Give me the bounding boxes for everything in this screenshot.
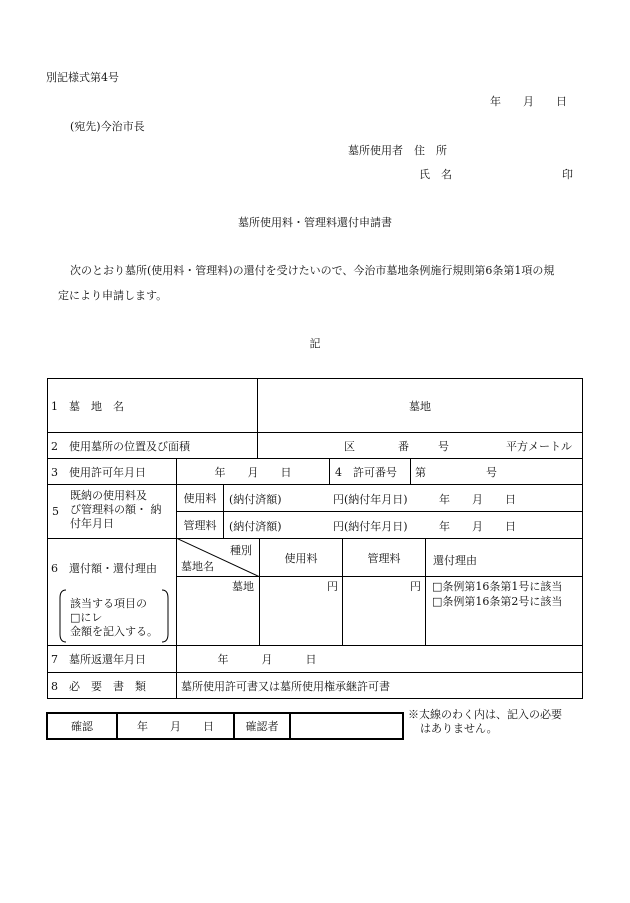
row7-label: 7 墓所返還年月日 xyxy=(51,653,146,666)
row3-label: 3 使用許可年月日 xyxy=(51,465,146,479)
row5b-date: 年 月 日 xyxy=(439,520,516,533)
row8-value: 墓所使用許可書又は墓所使用権承継許可書 xyxy=(181,679,390,693)
body-line-1: 次のとおり墓所(使用料・管理料)の還付を受けたいので、今治市墓地条例施行規則第6条第1項の規 xyxy=(70,264,555,277)
row6-note: 該当する項目の □にレ 金額を記入する。 xyxy=(70,597,158,638)
row1-value: 墓地 xyxy=(409,399,431,413)
row3-date: 年 月 日 xyxy=(214,465,292,479)
document-title: 墓所使用料・管理料還付申請書 xyxy=(238,216,392,229)
form-number: 別記様式第4号 xyxy=(46,71,119,84)
body-line-2: 定により申請します。 xyxy=(58,289,168,302)
row5a-kind: 使用料 xyxy=(183,492,217,505)
diag-top-label: 種別 xyxy=(230,544,252,557)
reason-option-2[interactable]: □条例第16条第2号に該当 xyxy=(432,595,563,608)
row5b-paid: (納付済額) xyxy=(229,520,282,533)
addressee: (宛先)今治市長 xyxy=(70,120,145,133)
row5a-date: 年 月 日 xyxy=(439,493,516,506)
row2-go: 号 xyxy=(438,440,449,453)
checker-label: 確認者 xyxy=(245,720,279,733)
row2-ban: 番 xyxy=(398,440,409,453)
row2-label: 2 使用墓所の位置及び面積 xyxy=(51,439,190,453)
seal-mark: 印 xyxy=(562,168,573,181)
row2-ku: 区 xyxy=(344,440,355,453)
row5a-paid: (納付済額) xyxy=(229,493,282,506)
row5b-kind: 管理料 xyxy=(183,519,217,532)
row6-yen-usage: 円 xyxy=(327,580,338,593)
row6-yen-mgmt: 円 xyxy=(410,580,421,593)
row5b-yen: 円(納付年月日) xyxy=(333,520,408,533)
ki-heading: 記 xyxy=(309,337,321,350)
reason-option-1[interactable]: □条例第16条第1号に該当 xyxy=(432,580,563,593)
col-reason-header: 還付理由 xyxy=(433,554,477,567)
row5-label: 既納の使用料及 び管理料の額・ 納 付年月日 xyxy=(70,489,162,530)
row6-bochi: 墓地 xyxy=(232,580,254,593)
row2-unit: 平方メートル xyxy=(506,440,572,453)
note-line-2: はありません。 xyxy=(420,722,498,735)
col-mgmt-header: 管理料 xyxy=(367,551,401,565)
confirm-label: 確認 xyxy=(71,720,93,733)
row7-date: 年 月 日 xyxy=(217,653,317,666)
row4-label: 4 許可番号 xyxy=(335,465,397,479)
row5-number: 5 xyxy=(52,505,59,518)
applicant-address-label: 墓所使用者 住 所 xyxy=(348,144,447,157)
confirm-date: 年 月 日 xyxy=(137,720,214,733)
row8-label: 8 必 要 書 類 xyxy=(51,679,146,693)
row4-go: 号 xyxy=(486,466,497,479)
date-line: 年 月 日 xyxy=(490,95,567,108)
note-line-1: ※太線のわく内は、記入の必要 xyxy=(408,708,562,721)
row4-dai: 第 xyxy=(415,466,426,479)
row6-label: 6 還付額・還付理由 xyxy=(51,562,157,575)
row1-label: 1 墓 地 名 xyxy=(51,399,124,413)
diag-bottom-label: 墓地名 xyxy=(181,560,214,573)
col-usage-header: 使用料 xyxy=(284,551,318,565)
applicant-name-label: 氏 名 xyxy=(419,168,452,181)
row5a-yen: 円(納付年月日) xyxy=(333,493,408,506)
